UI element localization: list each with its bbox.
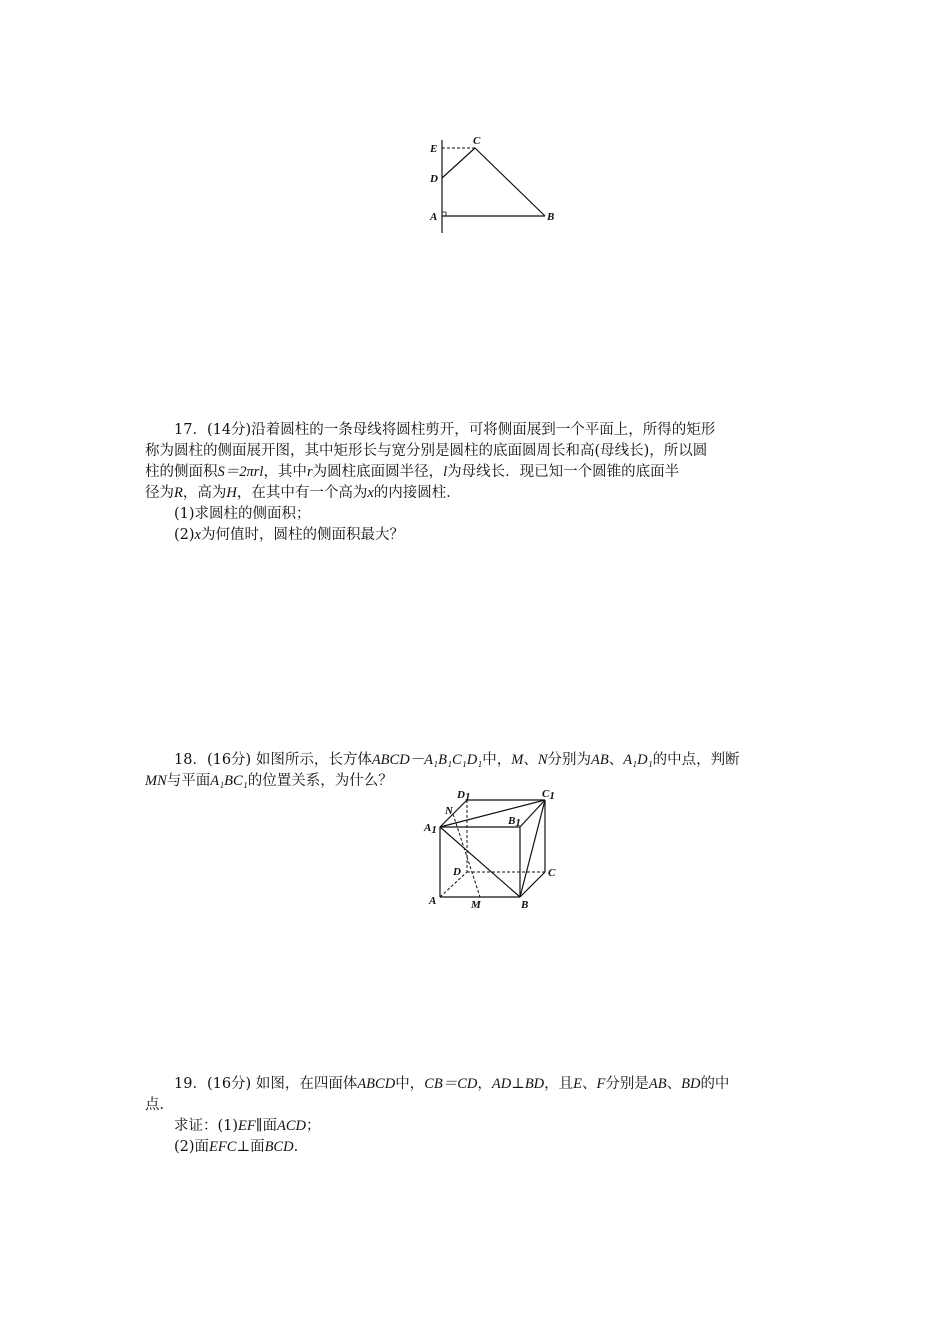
q18-l1a: 如图所示，长方体	[255, 752, 372, 768]
figure-trapezoid	[420, 128, 570, 238]
q17-s2x: x	[194, 527, 201, 543]
q17-l4a: 径为	[145, 485, 174, 501]
q18-l1f: 的中点，判断	[652, 752, 740, 768]
label-b: B	[547, 211, 555, 223]
q18-l2a: 与平面	[166, 773, 211, 789]
q19-l1f: 分别是	[605, 1076, 649, 1092]
segment-dc	[442, 148, 475, 178]
q17-line-3	[145, 462, 805, 483]
q18-AB: AB	[590, 752, 609, 768]
q19-BCD: BCD	[264, 1139, 294, 1155]
label-n: N	[445, 805, 453, 817]
q18-plane: A₁BC₁	[210, 773, 248, 789]
q18-l1c: 、	[523, 752, 538, 768]
q18-N: N	[537, 752, 548, 768]
label-c: C	[548, 867, 556, 879]
q18-score: (16分)	[206, 752, 252, 768]
q19-cond2: AD⊥BD	[491, 1076, 545, 1092]
q18-A1D1: A₁D₁	[623, 752, 653, 768]
q17-l3c: 为圆柱底面圆半径，	[312, 464, 444, 480]
q19-line-1	[145, 1074, 805, 1095]
label-d: D	[453, 866, 461, 878]
q17-sub-2	[145, 525, 805, 546]
q19-proof-1	[145, 1116, 805, 1137]
q17-r: r	[306, 464, 313, 480]
label-d1: D1	[457, 789, 471, 803]
q18-l1d: 分别为	[547, 752, 591, 768]
trapezoid-svg	[420, 128, 570, 238]
q18-line-2	[145, 771, 805, 792]
q19-l1a: 如图，在四面体	[255, 1076, 358, 1092]
q19-l1h: 的中	[700, 1076, 730, 1092]
q19-p1b: ∥面	[255, 1118, 277, 1134]
q19-l1d: ，且	[544, 1076, 574, 1092]
label-a1: A1	[424, 822, 437, 836]
q19-proof-2	[145, 1137, 805, 1158]
q17-l4c: ，在其中有一个高为	[236, 485, 368, 501]
segment-cb	[475, 148, 545, 216]
q19-l1c: ，	[477, 1076, 492, 1092]
q19-l1e: 、	[582, 1076, 597, 1092]
q17-l3b: ，其中	[263, 464, 307, 480]
label-m: M	[471, 899, 481, 911]
q19-p1c: ；	[305, 1118, 321, 1134]
cuboid-svg	[420, 790, 570, 920]
q19-E: E	[573, 1076, 583, 1092]
label-b: B	[521, 899, 529, 911]
label-a: A	[430, 211, 438, 223]
label-e: E	[430, 143, 438, 155]
label-a: A	[429, 895, 437, 907]
q17-s2b: 为何值时，圆柱的侧面积最大？	[200, 527, 404, 543]
q19-number: 19．	[174, 1076, 207, 1092]
q19-EFC: EFC	[209, 1139, 237, 1155]
q17-l3a: 柱的侧面积	[145, 464, 218, 480]
q17-number: 17．	[174, 422, 207, 438]
q17-formula: S＝2πrl	[217, 464, 264, 480]
q19-BD: BD	[681, 1076, 701, 1092]
q18-number: 18．	[174, 752, 207, 768]
q17-line-4	[145, 483, 805, 504]
label-d: D	[430, 173, 438, 185]
q17-s2a: (2)	[174, 527, 195, 543]
q19-line-2: 点．	[145, 1097, 174, 1113]
q17-l: l	[443, 464, 448, 480]
q19-ACD: ACD	[276, 1118, 306, 1134]
q19-AB: AB	[648, 1076, 667, 1092]
q19-p2c: .	[293, 1139, 299, 1155]
q18-line-1	[145, 750, 805, 771]
segment-a1-c1	[440, 800, 545, 827]
q17-line-2: 称为圆柱的侧面展开图，其中矩形长与宽分别是圆柱的底面圆周长和高(母线长)，所以圆	[145, 443, 708, 459]
q17-l4b: ，高为	[182, 485, 227, 501]
q19-p1a: 求证：(1)	[174, 1118, 239, 1134]
question-17	[145, 420, 805, 546]
label-c1: C1	[542, 788, 555, 802]
q17-line1-text: 沿着圆柱的一条母线将圆柱剪开，可将侧面展到一个平面上，所得的矩形	[251, 422, 716, 438]
q18-MN: MN	[145, 773, 167, 789]
label-c: C	[473, 135, 481, 147]
q19-l1b: 中，	[395, 1076, 425, 1092]
q17-l4d: 的内接圆柱．	[373, 485, 461, 501]
q17-R: R	[174, 485, 183, 501]
q19-EF: EF	[238, 1118, 256, 1134]
q17-sub-1: (1)求圆柱的侧面积；	[174, 506, 311, 522]
label-b1: B1	[508, 815, 521, 829]
question-18	[145, 750, 805, 792]
q19-p2a: (2)面	[174, 1139, 210, 1155]
q19-cond1: CB＝CD	[424, 1076, 478, 1092]
question-19	[145, 1074, 805, 1158]
right-angle-mark	[442, 212, 446, 216]
q17-score: (14分)	[206, 422, 252, 438]
segment-b-c1	[520, 800, 545, 897]
q18-body: ABCD－A₁B₁C₁D₁	[371, 752, 483, 768]
q19-score: (16分)	[206, 1076, 252, 1092]
q19-ABCD: ABCD	[357, 1076, 396, 1092]
q18-l1e: 、	[608, 752, 624, 768]
q19-F: F	[596, 1076, 606, 1092]
q19-p2b: ⊥面	[236, 1139, 265, 1155]
figure-cuboid	[420, 790, 570, 920]
q17-line-1	[145, 420, 805, 441]
q17-x: x	[367, 485, 374, 501]
q19-l1g: 、	[666, 1076, 682, 1092]
q18-l2b: 的位置关系，为什么？	[247, 773, 393, 789]
q17-H: H	[226, 485, 237, 501]
q17-l3d: 为母线长．现已知一个圆锥的底面半	[447, 464, 680, 480]
q18-l1b: 中，	[482, 752, 512, 768]
q18-M: M	[511, 752, 524, 768]
